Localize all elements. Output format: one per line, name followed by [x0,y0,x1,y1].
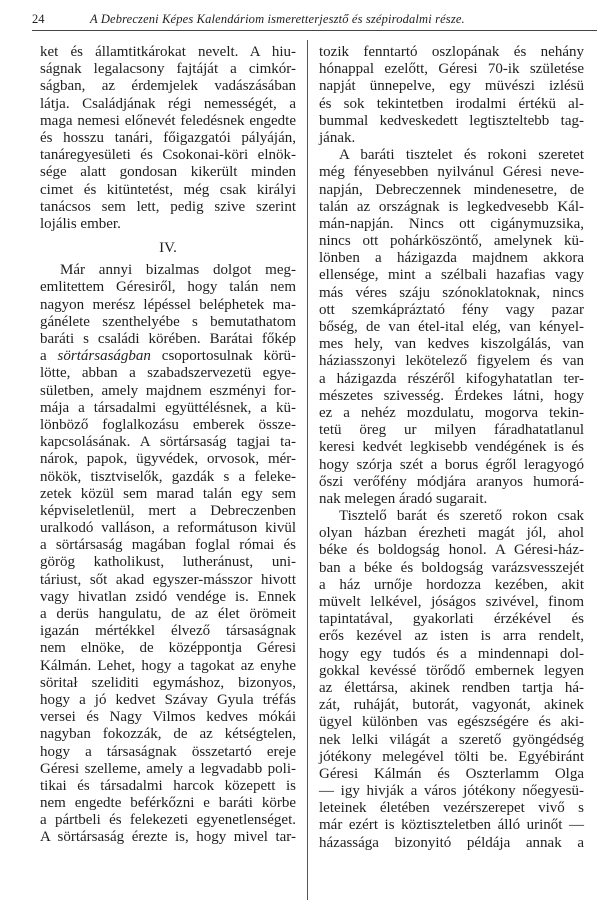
text-line: hogy a jó kedvet Szávay Gyula tréfás [40,691,296,708]
text-line: mán-napján. Nincs ott cigánymuzsika, [319,215,584,232]
text-line: keresi kedvét legkisebb vendégének is és [319,439,584,456]
text-line: cimet és kitüntetést, még csak királyi [40,181,296,198]
running-header [32,6,597,31]
text-line: sületben, amely majdnem eszményi for- [40,382,296,399]
text-line: gánélete szenthelyébe s bemutathatom [40,313,296,330]
text-line: ságban, az érdemjelek vadászásában [40,78,296,95]
text-line: leteinek életében vezérszerepet vivő s [319,800,584,817]
text-line: táriust, sőt akad egyszer-másszor hivott [40,571,296,588]
text-line: — igy hivják a város jótékony nőegyesü- [319,783,584,800]
text-line: őszi verőfény módjára aranyos humorá- [319,473,584,490]
text-line: nökök, tisztviselők, gazdák s a feleke- [40,468,296,485]
text-line: napját ünnepelve, egy müvészi izlésü [319,78,584,95]
text-line: háziasszonyi lekötelező figyelem és van [319,353,584,370]
left-column [40,44,296,847]
text-line: Tisztelő barát és szerető rokon csak [339,508,584,525]
text-line: gokkal kevéssé törődő embernek legyen [319,662,584,679]
text-line: nagyban fokozzák, de az kétségtelen, [40,726,296,743]
text-line: még fényesebben nyilvánul Géresi neve- [319,164,584,181]
text-line: és sok tekintetben irodalmi értékü al- [319,95,584,112]
text-line: olyan házban érezheti magát jól, ahol [319,525,584,542]
paragraph [319,44,584,147]
text-line: a házigazda részéről kifogyhatatlan ter- [319,370,584,387]
text-line: Már annyi bizalmas dolgot meg- [60,262,296,279]
text-line: Géresi szelleme, amely a legvadabb poli- [40,760,296,777]
text-line: házassága bizonyitó példája annak a [319,834,584,851]
text-line: ott szemkápráztató fény vagy pazar [319,301,584,318]
text-line: görög katholikust, lutheránust, uni- [40,554,296,571]
text-line: lönböző foglalkozásu emberek össze- [40,416,296,433]
text-line: maga nemesi előnevét feledésnek engedte [40,112,296,129]
text-run: a [40,348,58,365]
text-line: már ezért is köztiszteletben álló urinőt — [319,817,584,834]
text-line: A baráti tisztelet és rokoni szeretet [339,147,584,164]
text-line: képviseletlenül, mert a Debreczenben [40,502,296,519]
page-number: 24 [32,12,45,26]
text-line: hogy egy tudós és a mindennapi dol- [319,645,584,662]
text-line: az élettársa, akinek rendben tartja há- [319,679,584,696]
text-line: zát, ruháját, butorát, vagyonát, akinek [319,697,584,714]
text-line: A sörtársaság érezte is, hogy mivel tar- [40,829,296,846]
text-line: ket és államtitkárokat nevelt. A hiu- [40,44,296,60]
text-line: és hosszu tanári, főigazgatói pályáján, [40,129,296,146]
text-line: söritał szeliditi egymáshoz, bizonyos, [40,674,296,691]
text-line: mes hely, van kedves kiszolgálás, van [319,336,584,353]
text-line: napján, Debreczennek mindenesetre, de [319,181,584,198]
text-line: nak melegen áradó sugarait. [319,490,488,507]
text-line: Kálmán. Lehet, hogy a tagokat az enyhe [40,657,296,674]
text-line [40,348,296,365]
text-line: a pártbeli és felekezeti egyenetlenséget. [40,812,296,829]
text-line: bummal kedveskedett legtiszteltebb tag- [319,112,584,129]
text-line: nem elnöke, de középpontja Géresi [40,640,296,657]
paragraph [319,508,584,852]
text-line: lönben a házigazda majdnem akkora [319,250,584,267]
text-line: talán az országnak is legkedvesebb Kál- [319,198,584,215]
text-line: nincs ott pohárköszöntő, amelynek kü- [319,233,584,250]
text-line: tikai és társadalmi harcok közepett is [40,777,296,794]
text-line: tanáregyesületi és Csokonai-köri elnök- [40,147,296,164]
text-line: nek lelki világát a szerető gyöngédség [319,731,584,748]
text-line: ellensége, mint a szélbali hazafias vagy [319,267,584,284]
text-line: Géresi Kálmán és Oszterlamm Olga [319,765,584,782]
text-line: nem engedte beférkőzni e baráti körbe [40,795,296,812]
text-line: ez a nehéz mozdulatu, mogorva tekin- [319,404,584,421]
text-line: tanácsos sem lett, pedig szive szerint [40,198,296,215]
paragraph [40,262,296,846]
text-line: jótékony melegével tölti be. Egyébiránt [319,748,584,765]
text-line: más véres száju szónoklatoknak, nincs [319,284,584,301]
text-line: kapcsolásának. A sörtársaság tagjai ta- [40,434,296,451]
text-line: zetek közül sem marad talán egy sem [40,485,296,502]
text-line: versei és Nagy Vilmos kedves mókái [40,709,296,726]
text-line: a derüs hangulatu, de az élet örömeit [40,606,296,622]
text-line: hogy szórja szét a borus égről leragyogó [319,456,584,473]
section-heading: IV. [159,240,177,257]
text-line: mészetes szivesség. Érdekes látni, hogy [319,387,584,404]
text-line: emlitettem Géresiről, hogy talán nem [40,279,296,296]
text-line: tozik fenntartó oszlopának és nehány [319,44,584,60]
text-line: hónappal ezelőtt, Géresi 70-ik születése [319,61,584,78]
paragraph [319,147,584,508]
text-line: sége alatt gondosan kikerült minden [40,164,296,181]
text-line: uralkodó valláson, a reformátuson kivül [40,520,296,537]
text-line: mája a társadalmi együttélésnek, a kü- [40,399,296,416]
text-line: a sörtársaság magában foglal római és [40,537,296,554]
italic-term: sörtársaságban [57,348,151,365]
text-line: nárok, papok, ügyvédek, orvosok, mér- [40,451,296,468]
text-line: lojális ember. [40,215,121,232]
text-line: baráti s családi körében. Barátai főkép [40,331,296,347]
right-column [319,44,584,852]
text-line: hogy a társaságnak összetartó ereje [40,743,296,760]
text-line: a ház urnője hordozza kezében, akit [319,576,584,593]
text-line: jának. [319,129,356,146]
running-title: A Debreczeni Képes Kalendáriom ismeretterjesztő és szépirodalmi része. [90,12,465,26]
text-line: müvelt lelkével, jóságos szivével, finom [319,594,584,610]
text-line: béke és boldogság honol. A Géresi-ház- [319,542,584,559]
text-line: ságnak legalacsony fajtáját a cimkór- [40,61,296,78]
text-line: látja. Családjának régi nemességét, a [40,95,296,112]
text-line: lötte, abban a szabadszervezetü egye- [40,365,296,382]
text-run: csoportosulnak körü- [150,348,296,365]
text-line: tapintatával, gyakorlati érzékével és [319,611,584,628]
column-divider [307,40,308,900]
text-line: ban a béke és boldogság varázsvesszejét [319,559,584,576]
text-line: igazán mértékkel élvező társaságnak [40,623,296,640]
paragraph [40,44,296,233]
text-line: erős kezével az isten is arra rendelt, [319,628,584,645]
text-line: tetü öreg ur milyen fáradhatatlanul [319,422,584,439]
text-line: vagy hivatlan zsidó vendége is. Ennek [40,588,296,605]
text-line: bőség, de van étel-ital elég, van kényel- [319,319,584,335]
text-line: nagyon merész lépéssel beléphetek ma- [40,296,296,313]
text-line: ügyel különben vas egészségére és aki- [319,714,584,731]
